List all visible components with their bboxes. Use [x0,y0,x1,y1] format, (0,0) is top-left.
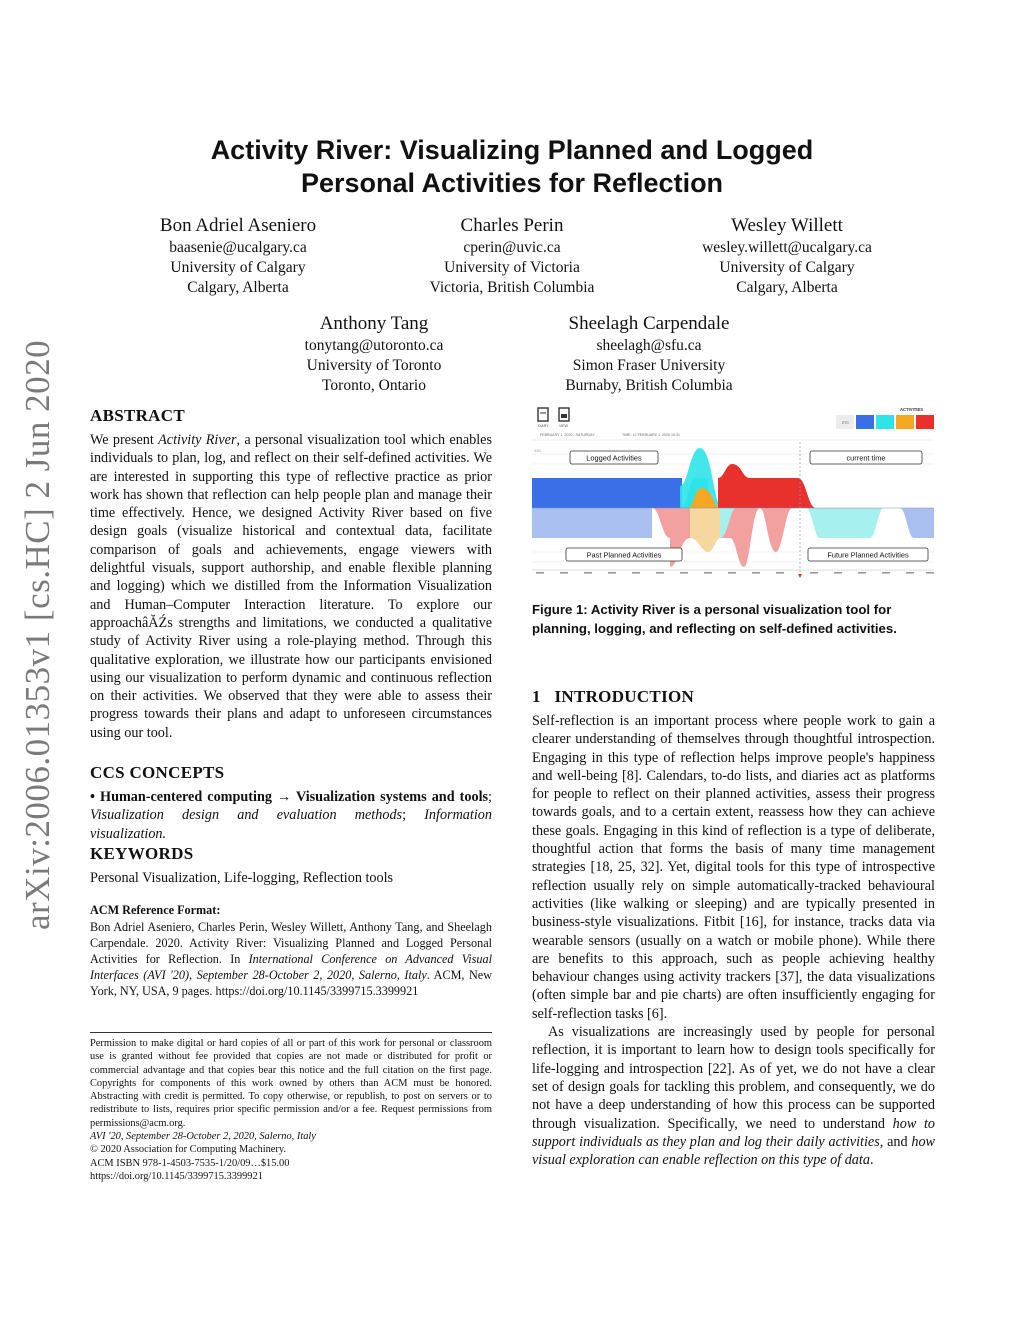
abstract-tool-name: Activity River [158,432,237,448]
intro-p2-pre: As visualizations are increasingly used by people for personal reflection, it is important to learn how to design tools specifically for life-logging and introspection [22]. As of yet, we do not have a clear set of design goals for tackling this problem, and consequently, we do not have a deep understanding of how this process can be supported through visualization. Specifically, we need to understand [532,1024,935,1132]
date-right: TIME: 12 FEBRUARY 1, 2020 10:31 [622,433,680,437]
paper-title [160,134,864,200]
legend-swatch-blue[interactable] [856,415,874,429]
arxiv-identifier: arXiv:2006.01353v1 [cs.HC] 2 Jun 2020 [18,339,57,930]
author-location: Toronto, Ontario [322,377,426,394]
author-block [667,214,907,298]
past-planned-orange [690,508,720,552]
label-past-planned: Past Planned Activities [586,550,662,560]
legend-swatch-red[interactable] [916,415,934,429]
author-name: Bon Adriel Aseniero [159,215,317,236]
legend-title: ACTIVITIES [900,407,924,412]
past-planned-blue [532,508,652,538]
intro-p2-em1: how to support individuals as they plan and log their daily activities, [532,1115,936,1150]
acm-ref-pre: Bon Adriel Aseniero, Charles Perin, Wesley Willett, Anthony Tang, and Sheelagh Carpendale. 2020. Activity River: Visualizing Planned and Logged Personal Activities for Reflection. In [90,920,492,966]
author-location: Victoria, British Columbia [429,279,595,296]
author-affiliation: Simon Fraser University [572,357,726,374]
legend-swatch-cyan[interactable] [876,415,894,429]
permission-isbn: ACM ISBN 978-1-4503-7535-1/20/09…$15.00 [90,1157,290,1169]
ccs-end: . [162,825,167,842]
abstract-body: , a personal visualization tool which enables individuals to plan, log, and reflect on their self-defined activities. We are interested in supporting this type of reflective practice as prior work has shown that reflection can help people plan and manage their time effectively. Hence, we designed Activity River based on five design goals (visualize historical and contextual data, facilitate comparison of goals and achievements, engage viewers with delightful visuals, support authorship, and enable flexible planning and logging) which we distilled from the Information Visualization and Human–Computer Interaction literature. To explore our approachâĂŹs strengths and limitations, we conducted a qualitative study of Activity River using a role-playing method. Through this qualitative exploration, we illustrate how our participants envisioned using our visualization to perform dynamic and continuous reflection on their activities. We observed that they were able to assess their progress towards their plans and adapt to unforeseen circumstances using our tool. [90,432,492,741]
author-email: wesley.willett@ucalgary.ca [702,239,872,256]
author-email: sheelagh@sfu.ca [596,337,702,354]
author-email: cperin@uvic.ca [463,239,561,256]
permission-notice [90,1037,492,1183]
title-line-1: Activity River: Visualizing Planned and Logged [210,135,814,165]
figure-caption: Figure 1: Activity River is a personal visualization tool for planning, logging, and reflecting on self-defined activities. [532,602,897,636]
author-email: tonytang@utoronto.ca [304,337,444,354]
intro-paragraph-1: Self-reflection is an important process where people work to gain a clearer understanding of themselves through thoughtful introspection. Engaging in this type of reflection helps improve people's happiness and well-being [8]. Calendars, to-do lists, and diaries act as platforms for people to reflect on their planned activities, assess their progress towards goals, and to a certain extent, reassess how they can achieve these goals. Engaging in this kind of reflection is a type of deliberate, thoughtful action that forms the basis of many time management strategies [18, 25, 32]. Yet, digital tools for this type of introspective reflection usually rely on simple automatically-tracked behavioural activities (like walking or sleeping) and are typically presented in business-style visualizations. Fitbit [16], for instance, tracks data via wearable sensors (usually on a watch or mobile phone). While there are benefits to this approach, such as people achieving healthy behaviour changes using activity trackers [37], the data visualizations (often simple bar and pie charts) are often insufficiently engaging for self-reflection tasks [6]. [532,713,935,1022]
author-affiliation: University of Calgary [170,259,306,276]
acm-reference-heading: ACM Reference Format: [90,903,221,917]
intro-paragraph-2 [532,1023,935,1169]
author-location: Burnaby, British Columbia [565,377,733,394]
author-name: Sheelagh Carpendale [568,313,730,334]
keywords-text: Personal Visualization, Life-logging, Reflection tools [90,870,394,886]
legend-swatch-orange[interactable] [896,415,914,429]
permission-doi: https://doi.org/10.1145/3399715.3399921 [90,1170,263,1182]
diary-icon[interactable] [538,408,548,421]
view-icon[interactable] [559,408,569,421]
label-future-planned: Future Planned Activities [827,550,909,560]
author-affiliation: University of Calgary [719,259,855,276]
label-logged-activities: Logged Activities [586,453,642,463]
logged-red-stream [718,464,816,508]
permission-text: Permission to make digital or hard copies of all or part of this work for personal or classroom use is granted without fee provided that copies are not made or distributed for profit or commercial advantage and that copies bear this notice and the full citation on the first page. Copyrights for components of this work owned by others than ACM must be honored. Abstracting with credit is permitted. To copy otherwise, or republish, to post on servers or to redistribute to lists, requires prior specific permission and/or a fee. Request permissions from permissions@acm.org. [90,1038,492,1129]
abstract-heading: ABSTRACT [90,406,185,425]
section-number: 1 [532,687,541,706]
ccs-separator: ; [488,789,492,805]
author-name: Wesley Willett [731,215,843,236]
author-block [392,214,632,298]
title-line-2: Personal Activities for Reflection [300,168,724,198]
ccs-heading: CCS CONCEPTS [90,763,225,782]
author-block [254,312,494,396]
permission-copyright: © 2020 Association for Computing Machinery. [90,1144,286,1156]
abstract-pre: We present [90,432,159,448]
legend-label-etc: ETC [842,421,849,425]
date-left: FEBRUARY 1, 2020 - SATURDAY [540,433,595,437]
abstract-text [90,431,492,742]
intro-p2-mid: and [883,1133,912,1150]
ccs-separator: ; [402,807,425,824]
introduction-heading [532,687,694,707]
introduction-text [532,712,935,1169]
author-affiliation: University of Victoria [444,259,580,276]
label-current-time: current time [846,453,886,463]
acm-ref-post: . ACM, New York, NY, USA, 9 pages. https://doi.org/10.1145/3399715.3399921 [90,968,492,998]
author-block [118,214,358,298]
acm-ref-venue: International Conference on Advanced Visual Interfaces (AVI '20), September 28-October 2, 2020, Salerno, Italy [90,952,492,982]
author-affiliation: University of Toronto [306,357,442,374]
ccs-concepts [90,788,492,843]
figure-activity-river [530,402,936,582]
ccs-item: Information visualization [90,807,492,842]
author-name: Anthony Tang [319,313,429,334]
view-label: VIEW [559,424,568,428]
future-planned-blue [900,508,934,538]
current-time-marker [798,574,802,578]
author-name: Charles Perin [460,215,564,236]
diary-label: DIARY [538,424,549,428]
author-location: Calgary, Alberta [736,279,838,296]
author-block [529,312,769,396]
ccs-item: Visualization design and evaluation methods [90,807,403,824]
acm-reference [90,919,492,999]
keywords-heading: KEYWORDS [90,844,194,863]
footnote-rule [90,1032,492,1033]
intro-p2-end: . [869,1152,874,1169]
section-title: INTRODUCTION [554,687,695,706]
ccs-primary: • Human-centered computing → Visualization systems and tools [90,789,489,805]
future-planned-cyan [806,508,884,538]
permission-conference: AVI '20, September 28-October 2, 2020, Salerno, Italy [90,1131,316,1143]
logged-blue-band [532,478,682,508]
x-axis-ticks [536,572,934,574]
author-location: Calgary, Alberta [187,279,289,296]
intro-p2-em2: how visual exploration can enable reflection on this type of data [532,1133,935,1169]
author-email: baasenie@ucalgary.ca [169,239,307,256]
y-axis-max: 120 [534,448,541,453]
